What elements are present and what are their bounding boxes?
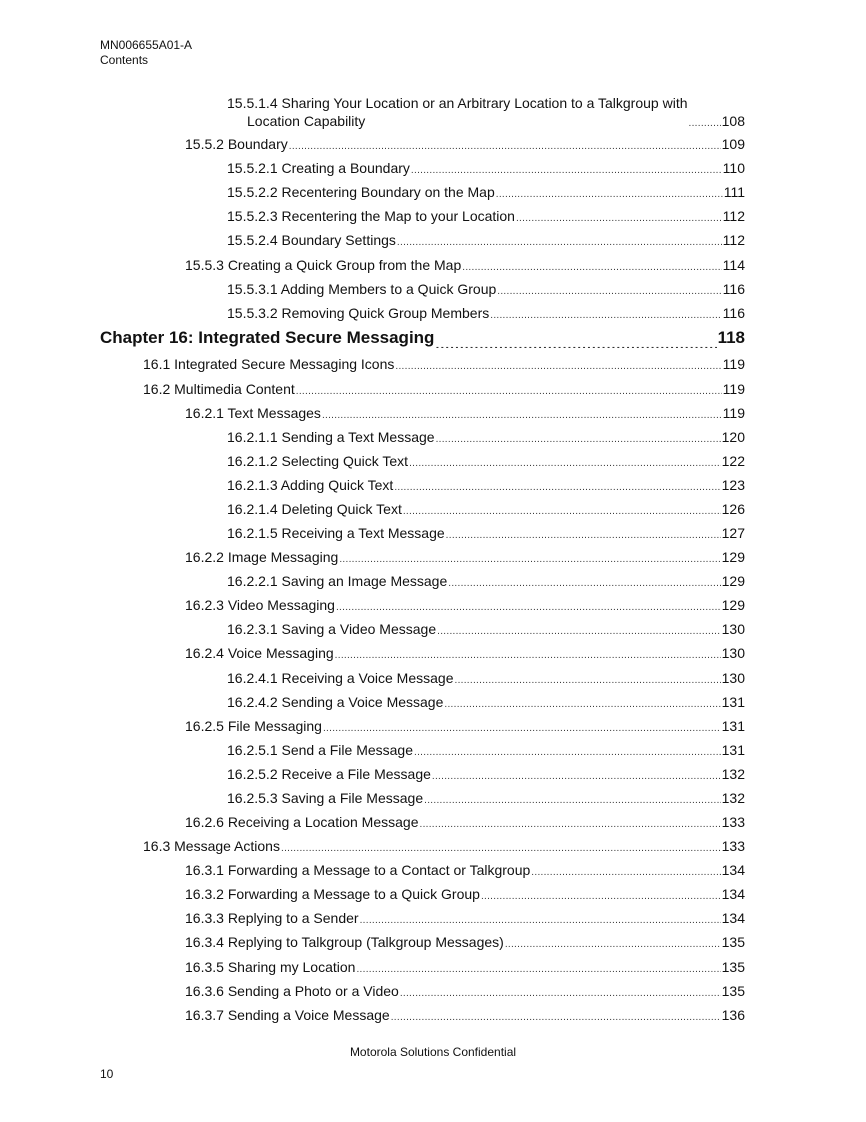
toc-entry[interactable] — [227, 765, 745, 783]
toc-entry-title: 16.3.2 Forwarding a Message to a Quick Group — [185, 886, 480, 902]
toc-entry-page: 134 — [721, 910, 745, 926]
dot-leader — [403, 504, 721, 518]
toc-entry-page: 130 — [721, 670, 745, 686]
toc-entry-title: 15.5.2.2 Recentering Boundary on the Map — [227, 184, 495, 200]
dot-leader — [531, 865, 720, 879]
toc-entry-page: 129 — [721, 573, 745, 589]
toc-entry-page: 126 — [721, 501, 745, 517]
toc-entry-page: 134 — [721, 886, 745, 902]
dot-leader — [409, 456, 721, 470]
dot-leader — [490, 308, 721, 322]
toc-entry[interactable] — [185, 958, 745, 976]
toc-entry[interactable] — [143, 837, 745, 855]
toc-entry-title: 16.2.1.3 Adding Quick Text — [227, 477, 394, 493]
toc-entry[interactable] — [227, 428, 745, 446]
toc-entry-title: 16.2.3.1 Saving a Video Message — [227, 621, 437, 637]
toc-entry[interactable] — [227, 94, 745, 130]
toc-entry-title: 16.2.4.2 Sending a Voice Message — [227, 694, 444, 710]
toc-entry-page: 131 — [721, 742, 745, 758]
toc-entry-title: 16.2.1 Text Messages — [185, 405, 321, 421]
page-header — [100, 38, 192, 68]
toc-entry[interactable] — [227, 231, 745, 249]
toc-entry-title: 16.2.5 File Messaging — [185, 718, 322, 734]
dot-leader — [360, 913, 721, 927]
toc-entry-page: 129 — [721, 549, 745, 565]
toc-entry-page: 132 — [721, 790, 745, 806]
toc-entry-page: 133 — [721, 838, 745, 854]
toc-entry-page: 114 — [722, 257, 745, 273]
toc-entry[interactable] — [185, 596, 745, 614]
toc-entry-page: 112 — [722, 208, 745, 224]
dot-leader — [395, 359, 721, 373]
toc-entry-page: 108 — [721, 113, 745, 129]
toc-entry[interactable] — [227, 741, 745, 759]
dot-leader — [435, 334, 716, 348]
dot-leader — [339, 552, 720, 566]
dot-leader — [336, 600, 721, 614]
dot-leader — [462, 260, 721, 274]
toc-entry-page: 120 — [721, 429, 745, 445]
toc-entry-title: 16.3.1 Forwarding a Message to a Contact or Talkgroup — [185, 862, 531, 878]
toc-entry[interactable] — [227, 620, 745, 638]
dot-leader — [446, 528, 721, 542]
dot-leader — [444, 697, 720, 711]
toc-entry-page: 130 — [721, 645, 745, 661]
toc-entry-title: 16.2.6 Receiving a Location Message — [185, 814, 419, 830]
toc-entry[interactable] — [227, 524, 745, 542]
toc-entry[interactable] — [185, 885, 745, 903]
toc-entry-title: 15.5.2 Boundary — [185, 136, 288, 152]
toc-entry[interactable] — [227, 500, 745, 518]
toc-entry-title: 16.3.5 Sharing my Location — [185, 959, 356, 975]
toc-entry-title: 16.2.5.2 Receive a File Message — [227, 766, 431, 782]
toc-entry-title: 16.3.4 Replying to Talkgroup (Talkgroup Messages) — [185, 934, 504, 950]
toc-entry-title: 16.2.1.4 Deleting Quick Text — [227, 501, 402, 517]
toc-entry[interactable] — [185, 813, 745, 831]
toc-entry-page: 135 — [721, 983, 745, 999]
toc-entry-title: 16.3.7 Sending a Voice Message — [185, 1007, 390, 1023]
toc-entry[interactable] — [227, 572, 745, 590]
toc-entry-page: 119 — [722, 381, 745, 397]
toc-entry-title: 16.3 Message Actions — [143, 838, 280, 854]
toc-entry-title: 16.3.6 Sending a Photo or a Video — [185, 983, 399, 999]
toc-entry-title: 16.3.3 Replying to a Sender — [185, 910, 359, 926]
toc-entry[interactable] — [185, 404, 745, 422]
chapter-page: 118 — [717, 328, 745, 347]
toc-entry[interactable] — [185, 135, 745, 153]
toc-entry-title: 16.2.4.1 Receiving a Voice Message — [227, 670, 454, 686]
toc-entry-page: 122 — [721, 453, 745, 469]
toc-entry[interactable] — [185, 1006, 745, 1024]
dot-leader — [391, 1010, 721, 1024]
toc-entry[interactable] — [185, 861, 745, 879]
toc-entry-page: 131 — [721, 718, 745, 734]
toc-entry-title: 15.5.2.4 Boundary Settings — [227, 232, 396, 248]
toc-entry-title: 16.2.3 Video Messaging — [185, 597, 335, 613]
toc-entry-title: 15.5.1.4 Sharing Your Location or an Arbitrary Location to a Talkgroup with Location Capability — [227, 95, 688, 129]
dot-leader — [411, 163, 722, 177]
dot-leader — [356, 962, 720, 976]
toc-chapter-entry[interactable] — [100, 328, 745, 348]
toc-entry-title: 15.5.3.1 Adding Members to a Quick Group — [227, 281, 497, 297]
toc-entry[interactable] — [227, 669, 745, 687]
toc-entry[interactable] — [227, 304, 745, 322]
dot-leader — [689, 116, 721, 130]
dot-leader — [496, 187, 723, 201]
toc-entry-title: 16.2.2.1 Saving an Image Message — [227, 573, 448, 589]
toc-entry-page: 136 — [721, 1007, 745, 1023]
toc-entry[interactable] — [185, 909, 745, 927]
toc-entry-page: 119 — [722, 356, 745, 372]
toc-entry-page: 111 — [723, 184, 745, 200]
dot-leader — [289, 139, 721, 153]
toc-entry-page: 123 — [721, 477, 745, 493]
toc-entry[interactable] — [185, 548, 745, 566]
confidentiality-notice: Motorola Solutions Confidential — [349, 1045, 517, 1059]
dot-leader — [323, 721, 721, 735]
dot-leader — [296, 384, 722, 398]
toc-entry[interactable] — [227, 693, 745, 711]
dot-leader — [437, 624, 721, 638]
toc-entry-title: 16.2.5.1 Send a File Message — [227, 742, 414, 758]
toc-entry-page: 116 — [722, 305, 745, 321]
dot-leader — [322, 408, 722, 422]
toc-entry-title: 16.2.5.3 Saving a File Message — [227, 790, 424, 806]
toc-entry[interactable] — [227, 789, 745, 807]
toc-entry[interactable] — [185, 933, 745, 951]
dot-leader — [436, 432, 721, 446]
toc-entry[interactable] — [185, 717, 745, 735]
toc-entry-page: 130 — [721, 621, 745, 637]
dot-leader — [394, 480, 720, 494]
toc-entry-page: 109 — [721, 136, 745, 152]
document-number: MN006655A01-A — [100, 38, 193, 52]
toc-entry-title: 15.5.2.3 Recentering the Map to your Location — [227, 208, 515, 224]
toc-entry[interactable] — [143, 355, 745, 373]
toc-entry-page: 112 — [722, 232, 745, 248]
toc-entry[interactable] — [227, 183, 745, 201]
chapter-title: Chapter 16: Integrated Secure Messaging — [100, 328, 435, 347]
dot-leader — [414, 745, 721, 759]
toc-entry-title: 16.1 Integrated Secure Messaging Icons — [143, 356, 395, 372]
toc-entry-title: 15.5.3 Creating a Quick Group from the Map — [185, 257, 462, 273]
toc-entry-page: 116 — [722, 281, 745, 297]
section-title: Contents — [100, 53, 149, 67]
toc-entry[interactable] — [185, 644, 745, 662]
dot-leader — [432, 769, 721, 783]
toc-entry-page: 133 — [721, 814, 745, 830]
dot-leader — [516, 211, 722, 225]
toc-entry[interactable] — [185, 982, 745, 1000]
toc-entry[interactable] — [227, 452, 745, 470]
toc-entry[interactable] — [143, 380, 745, 398]
dot-leader — [419, 817, 720, 831]
toc-entry-page: 131 — [721, 694, 745, 710]
dot-leader — [424, 793, 721, 807]
toc-entry-title: 16.2.1.1 Sending a Text Message — [227, 429, 435, 445]
toc-entry-title: 15.5.2.1 Creating a Boundary — [227, 160, 410, 176]
toc-entry[interactable] — [185, 256, 745, 274]
dot-leader — [281, 841, 721, 855]
toc-entry-title: 16.2.1.5 Receiving a Text Message — [227, 525, 445, 541]
dot-leader — [497, 284, 721, 298]
toc-entry[interactable] — [227, 280, 745, 298]
page-number: 10 — [100, 1067, 114, 1081]
toc-entry-title: 16.2 Multimedia Content — [143, 381, 295, 397]
toc-entry[interactable] — [227, 159, 745, 177]
toc-entry-page: 129 — [721, 597, 745, 613]
toc-entry-page: 132 — [721, 766, 745, 782]
toc-entry-page: 135 — [721, 934, 745, 950]
dot-leader — [481, 889, 721, 903]
toc-entry[interactable] — [227, 207, 745, 225]
toc-entry-title: 16.2.4 Voice Messaging — [185, 645, 334, 661]
dot-leader — [397, 235, 722, 249]
toc-entry-page: 110 — [722, 160, 745, 176]
dot-leader — [448, 576, 720, 590]
toc-entry-page: 135 — [721, 959, 745, 975]
dot-leader — [505, 937, 721, 951]
dot-leader — [335, 648, 721, 662]
toc-entry-title: 16.2.1.2 Selecting Quick Text — [227, 453, 409, 469]
toc-entry-page: 119 — [722, 405, 745, 421]
toc-entry-page: 134 — [721, 862, 745, 878]
dot-leader — [400, 986, 721, 1000]
toc-entry-title: 16.2.2 Image Messaging — [185, 549, 339, 565]
toc-entry-title: 15.5.3.2 Removing Quick Group Members — [227, 305, 490, 321]
dot-leader — [454, 673, 720, 687]
toc-entry-page: 127 — [721, 525, 745, 541]
toc-entry[interactable] — [227, 476, 745, 494]
